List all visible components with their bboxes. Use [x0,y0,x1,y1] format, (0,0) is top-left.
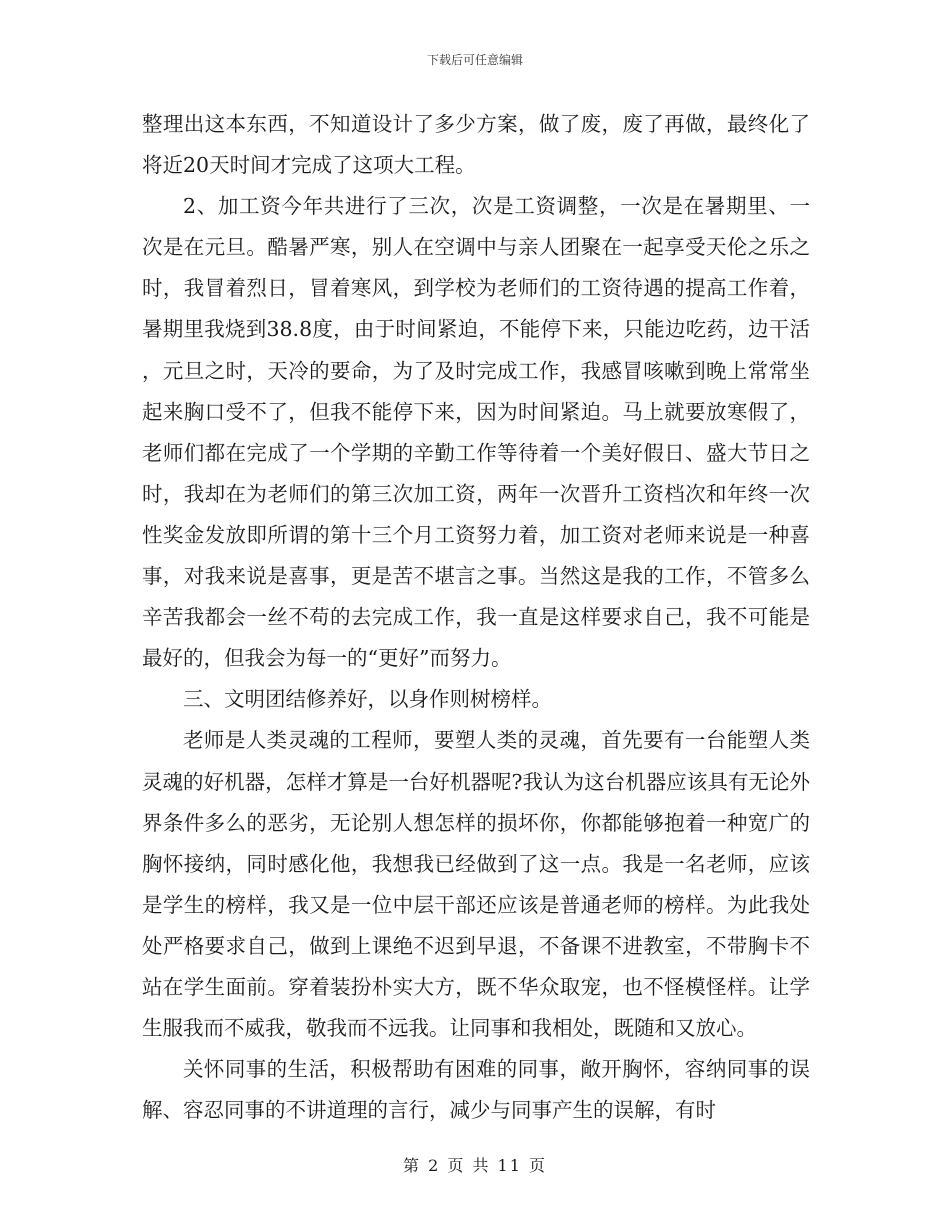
paragraph-continuation: 整理出这本东西，不知道设计了多少方案，做了废，废了再做，最终化了将近20天时间才完成了这项大工程。 [142,112,810,178]
section-heading: 三、文明团结修养好，以身作则树榜样。 [183,687,552,712]
page-number: 第 2 页 共 11 页 [403,1156,547,1175]
page-header: 下载后可任意编辑 [426,53,523,67]
paragraph-role-model: 老师是人类灵魂的工程师，要塑人类的灵魂，首先要有一台能塑人类灵魂的好机器，怎样才算是一台好机器呢?我认为这台机器应该具有无论外界条件多么的恶劣，无论别人想怎样的损坏你，你都能够抱着一种宽广的胸怀接纳，同时感化他，我想我已经做到了这一点。我是一名老师，应该是学生的榜样，我又是一位中层干部还应该是普通老师的榜样。为此我处处严格要求自己，做到上课绝不迟到早退，不备课不进教室，不带胸卡不站在学生面前。穿着装扮朴实大方，既不华众取宠，也不怪模怪样。让学生服我而不威我，敬我而不远我。让同事和我相处，既随和又放心。 [142,728,810,1041]
paragraph-colleagues: 关怀同事的生活，积极帮助有困难的同事，敞开胸怀，容纳同事的误解、容忍同事的不讲道理的言行，减少与同事产生的误解，有时 [142,1057,810,1123]
paragraph-salary: 2、加工资今年共进行了三次，次是工资调整，一次是在暑期里、一次是在元旦。酷暑严寒，别人在空调中与亲人团聚在一起享受天伦之乐之时，我冒着烈日，冒着寒风，到学校为老师们的工资待遇的提高工作着，暑期里我烧到38.8度，由于时间紧迫，不能停下来，只能边吃药，边干活，元旦之时，天冷的要命，为了及时完成工作，我感冒咳嗽到晚上常常坐起来胸口受不了，但我不能停下来，因为时间紧迫。马上就要放寒假了，老师们都在完成了一个学期的辛勤工作等待着一个美好假日、盛大节日之时，我却在为老师们的第三次加工资，两年一次晋升工资档次和年终一次性奖金发放即所谓的第十三个月工资努力着，加工资对老师来说是一种喜事，对我来说是喜事，更是苦不堪言之事。当然这是我的工作，不管多么辛苦我都会一丝不苟的去完成工作，我一直是这样要求自己，我不可能是最好的，但我会为每一的“更好”而努力。 [142,194,810,671]
document-body [142,104,810,1131]
